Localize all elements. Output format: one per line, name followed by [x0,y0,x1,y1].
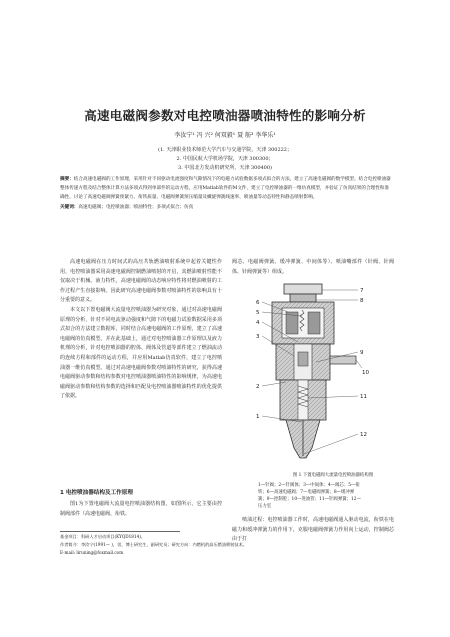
section-heading: 1 电控喷油器结构及工作原理 [60,490,133,496]
keywords-text: 高速电磁阀；电控喷油器；喷油特性；多项式拟合；仿真 [78,204,194,210]
figure-label: 7 [360,288,364,294]
body-paragraph: 图1为下置电磁阀大流量电控喷油器结构图，如图所示，它主要由控制阀部件（高速电磁阀、衔铁、 [60,501,222,517]
figure-caption [258,472,408,510]
footnote-author: 作者简介：李汝宁(1991— )，男，博士研究生，副研究员；研究方向：内燃机的高压燃油喷射技术。 [60,542,247,547]
keywords-label: 关键词： [60,204,79,210]
figure-caption-line: 1—针阀；2—针阀体；3—中间体；4—阀芯；5—衔 [258,483,360,488]
figure-label: 9 [360,350,364,356]
footnote-funding: 基金项目：科研人才启动项目(KYQD1814)。 [60,534,146,539]
footnote-rule [60,531,180,532]
affiliation-1: (1. 天津职业技术师范大学汽车与交通学院，天津 300222； [158,147,292,153]
figure-caption-line: 簧；9—控制腔；10—进油管；11—针阀弹簧；12— [258,497,361,502]
right-column-top [232,258,394,277]
figure-label: 10 [362,370,369,376]
body-paragraph: 阀芯、电磁阀弹簧、缓冲弹簧、中间体等）、喷油嘴部件（针阀、针阀体、针阀弹簧等）组成。 [232,259,394,275]
figure-caption-line: 铁；6—高速电磁阀；7—电磁阀弹簧；8—缓冲弹 [258,490,355,495]
left-column [60,258,222,402]
affiliation-2: 2. 中国民航大学机场学院，天津 300300； [176,156,274,162]
author-list: 李汝宁¹ 冯 兴² 何双毅¹ 聂 舫³ 李华乐¹ [174,132,276,139]
figure-label: 12 [360,432,367,438]
injector-figure [232,282,392,468]
affiliation-3: 3. 中国北方发动机研究所，天津 300400) [178,165,272,171]
body-paragraph: 高速电磁阀在压力时间式的高压共轨燃油喷射系统中起着关键性作用，电控喷油器采用高速电磁阀控制燃油喷射的开启，其燃油喷射性能不仅取决于机械、液力特性，高速电磁阀的动态响应特性将对燃油喷射的工作过程产生直接影响。因此研究高速电磁阀参数对喷油特性的影响具有十分重要的意义。 [60,259,222,304]
figure-label: 4 [256,320,260,326]
abstract [60,175,392,212]
body-paragraph: 喷油过程：电控喷油器工作时，高速电磁阀通入驱动电流，衔铁在电磁力和缓冲弹簧力的作用下，克服电磁阀弹簧力作用向上运动，控制阀芯由于打 [232,517,394,543]
figure-label: 5 [256,310,260,316]
figure-caption-title: 图 1 下置电磁阀大流量电控喷油器结构图 [292,473,374,478]
figure-label: 3 [256,334,260,340]
figure-label: 8 [360,298,364,304]
paper-title: 高速电磁阀参数对电控喷油器喷油特性的影响分析 [84,108,366,123]
figure-label: 11 [360,394,367,400]
abstract-text: 结合高速电磁阀的工作原理，采用针对不同驱动电流强度和气隙情况下的电磁力试验数据多项式拟合的方法，建立了高速电磁阀的数学模型。结合电控喷油器整体传递方程及结合整体计算方法多项式得到单部件的运动方程，应用Matlab软件的M文件，建立了电控喷油器的一维仿真模型，并验证了仿真结果的合理性和准确性。讨论了高速电磁阀弹簧预紧力、衔铁质量、电磁阀弹簧预压缩量及螺旋弹簧线速率、喷油量等动态特性和静态喷射影响。 [60,177,391,201]
body-paragraph: 本文以下置电磁阀大流量电控喷油器为研究对象，通过对高速电磁阀原理的分析，针对不同电流驱动强度和气隙下的电磁力试验数据采用多项式拟合的方法建立数据库，同时结合高速电磁阀的工作原理，建立了高速电磁阀的仿真模型。并在此基础上，通过对电控喷油器工作原理以及液力机理的分析，针对电控喷油器的腔体、阀体及管道等部件建立了燃油流动的连续方程和部件的运动方程，并应用Matlab仿真软件，建立了电控喷油器一维仿真模型。通过对高速电磁阀参数对喷油特性的研究，获得高速电磁阀驱动参数和结构参数对电控喷油器喷油特性的影响规律，为高速电磁阀驱动参数和结构参数的选择和匹配及电控喷油器喷油特性的优化提供了依据。 [60,306,222,400]
section-text [60,500,222,519]
figure-label: 1 [256,414,260,420]
figure-caption-line: 压力室 [258,504,272,509]
abstract-label: 摘要： [60,177,74,182]
figure-label: 6 [256,300,260,306]
footnote-email: E-mail: liruning@foxmail.com [60,550,124,555]
figure-label: 2 [256,384,260,390]
